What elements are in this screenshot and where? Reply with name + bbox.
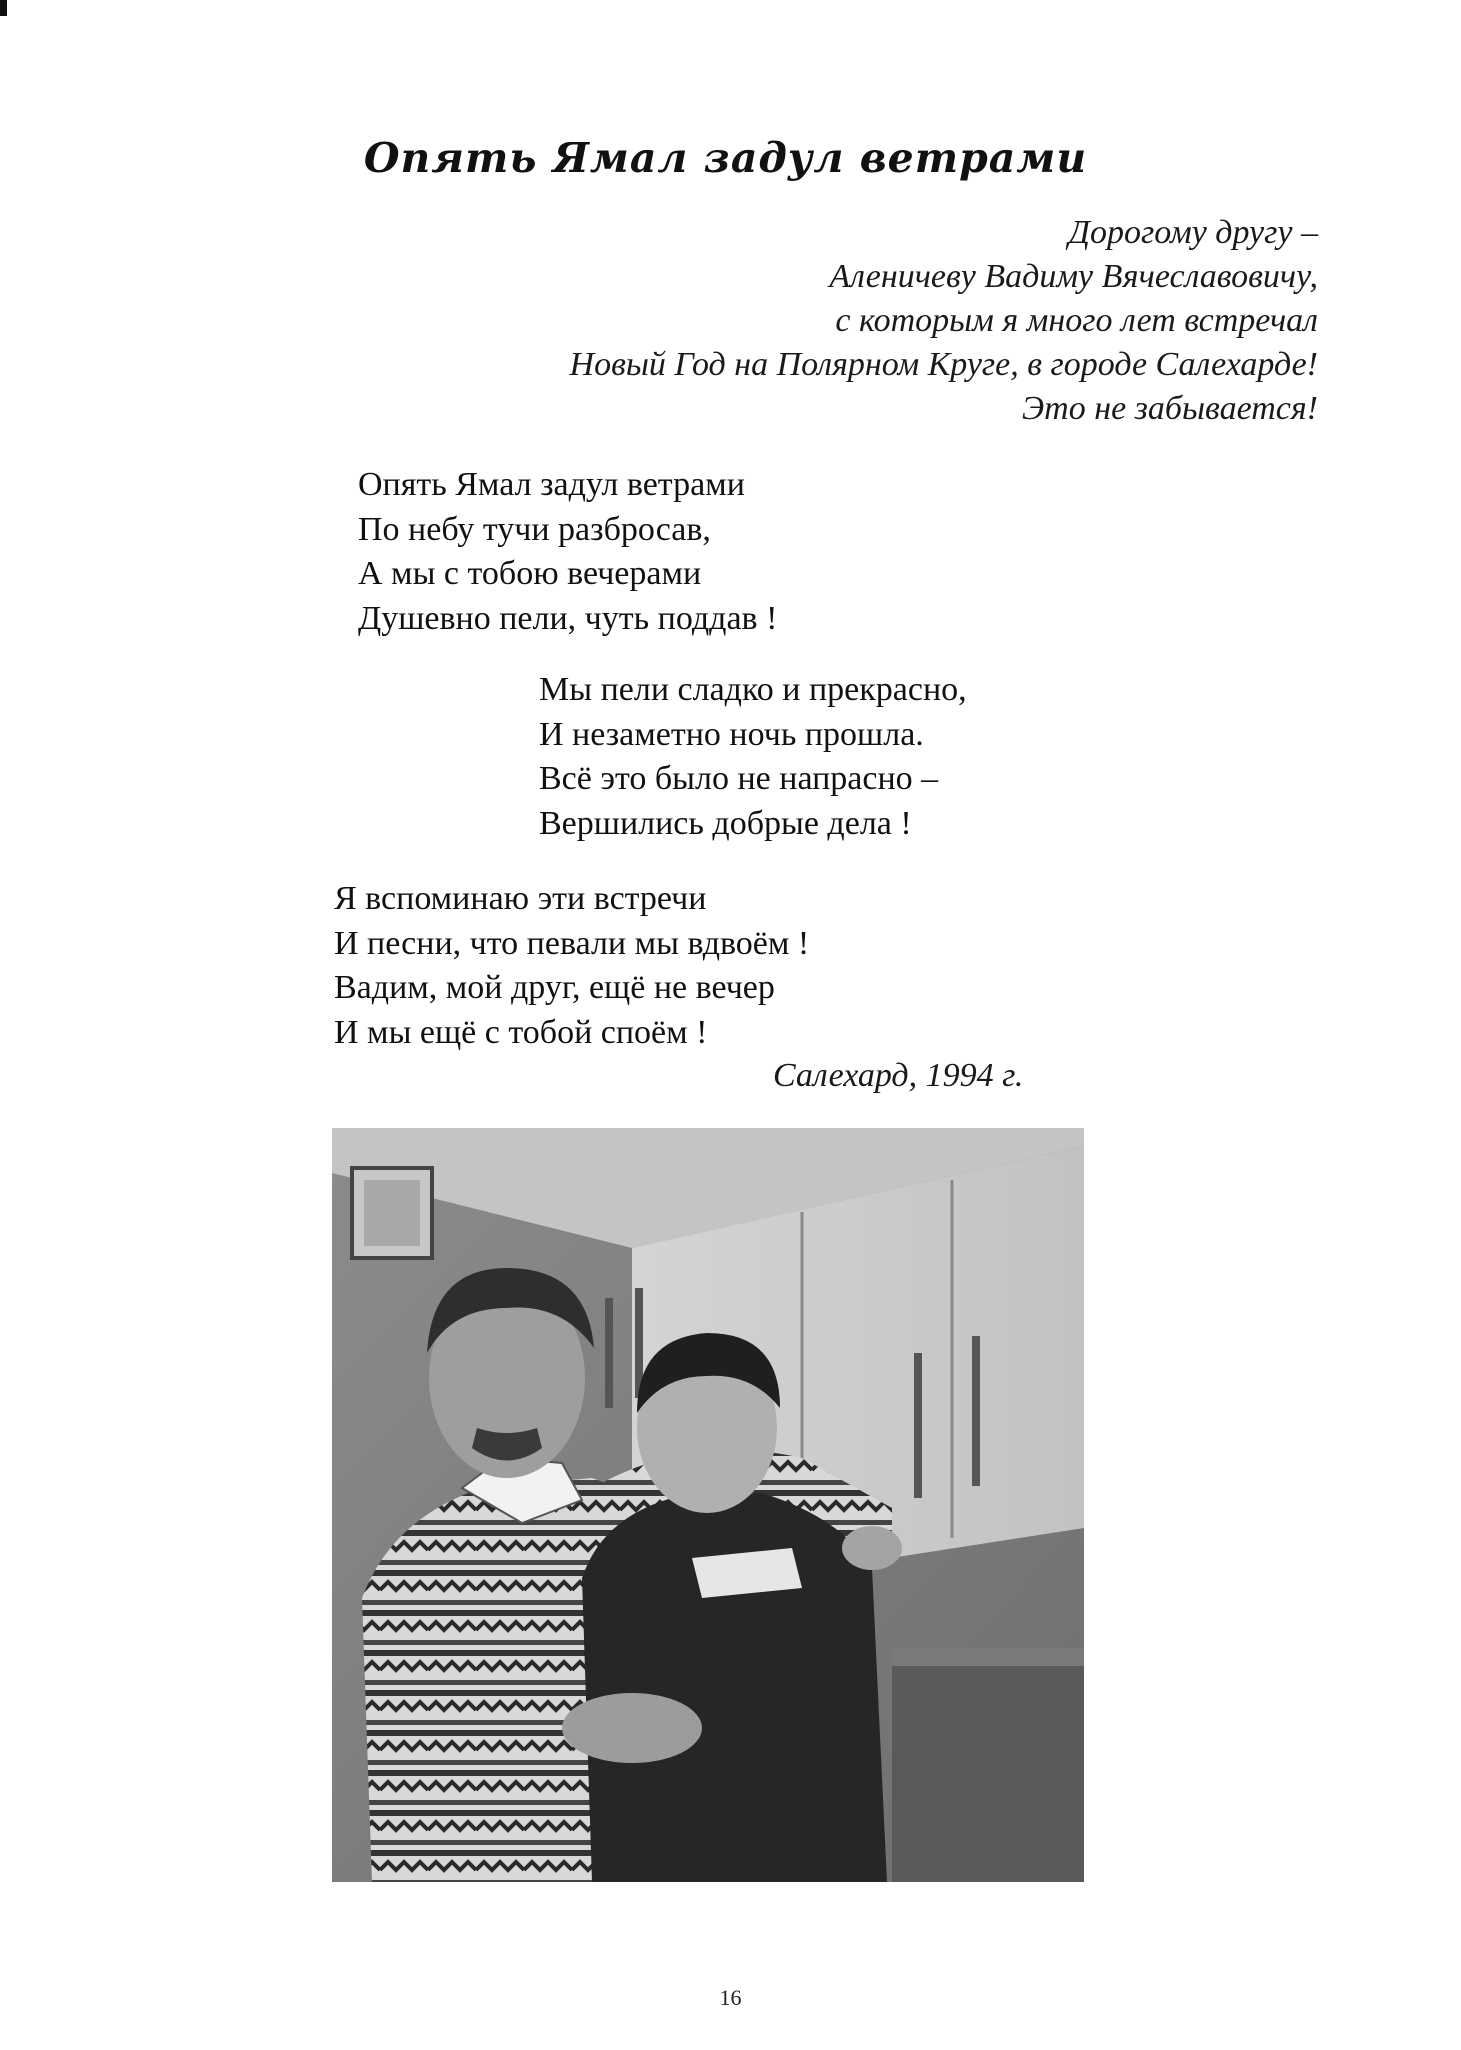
verse-line: Вершились добрые дела ! bbox=[539, 804, 912, 842]
stanza-3 bbox=[334, 877, 809, 1055]
scan-edge-mark bbox=[0, 0, 7, 16]
verse-line: По небу тучи разбросав, bbox=[358, 510, 711, 548]
photo-two-men-icon bbox=[332, 1128, 1084, 1882]
verse-line: Опять Ямал задул ветрами bbox=[358, 466, 745, 503]
dedication bbox=[570, 211, 1318, 431]
verse-line: И мы ещё с тобой споём ! bbox=[334, 1013, 708, 1051]
verse-line: И песни, что певали мы вдвоём ! bbox=[334, 924, 810, 962]
stanza-2 bbox=[539, 668, 967, 846]
verse-line: Душевно пели, чуть поддав ! bbox=[358, 599, 778, 637]
dedication-line: Аленичеву Вадиму Вячеславовичу, bbox=[829, 258, 1318, 295]
verse-line: Вадим, мой друг, ещё не вечер bbox=[334, 969, 775, 1006]
verse-line: И незаметно ночь прошла. bbox=[539, 715, 924, 753]
poem-signature: Салехард, 1994 г. bbox=[773, 1057, 1024, 1094]
stanza-1 bbox=[358, 463, 777, 641]
verse-line: Мы пели сладко и прекрасно, bbox=[539, 671, 967, 708]
verse-line: Я вспоминаю эти встречи bbox=[334, 880, 707, 917]
dedication-line: с которым я много лет встречал bbox=[835, 302, 1318, 339]
dedication-line: Это не забывается! bbox=[1021, 390, 1318, 427]
dedication-line: Новый Год на Полярном Круге, в городе Салехарде! bbox=[569, 346, 1318, 383]
verse-line: Всё это было не напрасно – bbox=[539, 760, 939, 797]
poem-title: Опять Ямал задул ветрами bbox=[363, 134, 1088, 182]
dedication-line: Дорогому другу – bbox=[1068, 214, 1318, 251]
page-number: 16 bbox=[719, 1985, 742, 2010]
verse-line: А мы с тобою вечерами bbox=[358, 555, 702, 592]
